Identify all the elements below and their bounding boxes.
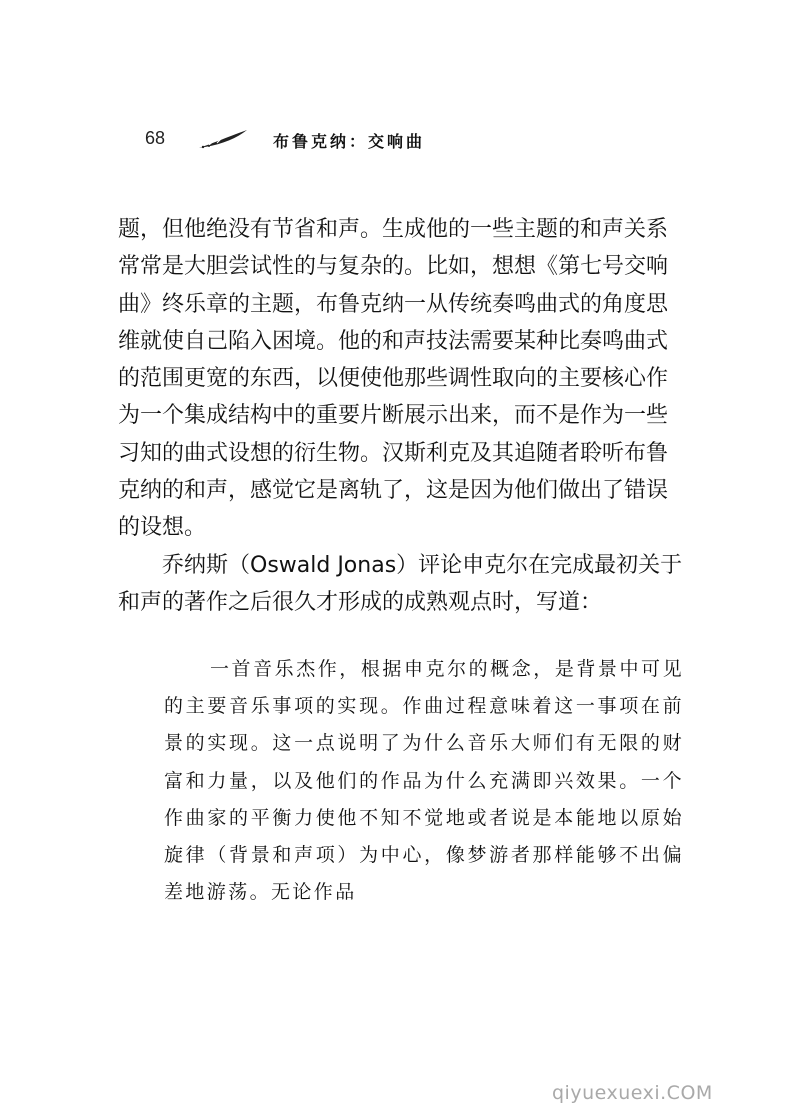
- page-number: 68: [145, 128, 166, 148]
- paragraph-2: 乔纳斯（Oswald Jonas）评论申克尔在完成最初关于和声的著作之后很久才形成的成熟观点时，写道：: [118, 552, 683, 615]
- running-header: [145, 126, 565, 156]
- running-title: 布鲁克纳：交响曲: [273, 132, 426, 151]
- site-watermark: qiyuexuexi.COM: [552, 1082, 713, 1104]
- quill-icon: [197, 128, 249, 150]
- paragraph-1: 题，但他绝没有节省和声。生成他的一些主题的和声关系常常是大胆尝试性的与复杂的。比如，想想《第七号交响曲》终乐章的主题，布鲁克纳一从传统奏鸣曲式的角度思维就使自己陷入困境。他的和声技法需要某种比奏鸣曲式的范围更宽的东西，以便使他那些调性取向的主要核心作为一个集成结构中的重要片断展示出来，而不是作为一些习知的曲式设想的衍生物。汉斯利克及其追随者聆听布鲁克纳的和声，感觉它是离轨了，这是因为他们做出了错误的设想。: [118, 217, 669, 541]
- quote-paragraph: 一首音乐杰作，根据申克尔的概念，是背景中可见的主要音乐事项的实现。作曲过程意味着这一事项在前景的实现。这一点说明了为什么音乐大师们有无限的财富和力量，以及他们的作品为什么充满即兴效果。一个作曲家的平衡力使他不知不觉地或者说是本能地以原始旋律（背景和声项）为中心，像梦游者那样能够不出偏差地游荡。无论作品: [164, 658, 684, 904]
- block-quote: [164, 651, 684, 911]
- body-text: [118, 211, 686, 621]
